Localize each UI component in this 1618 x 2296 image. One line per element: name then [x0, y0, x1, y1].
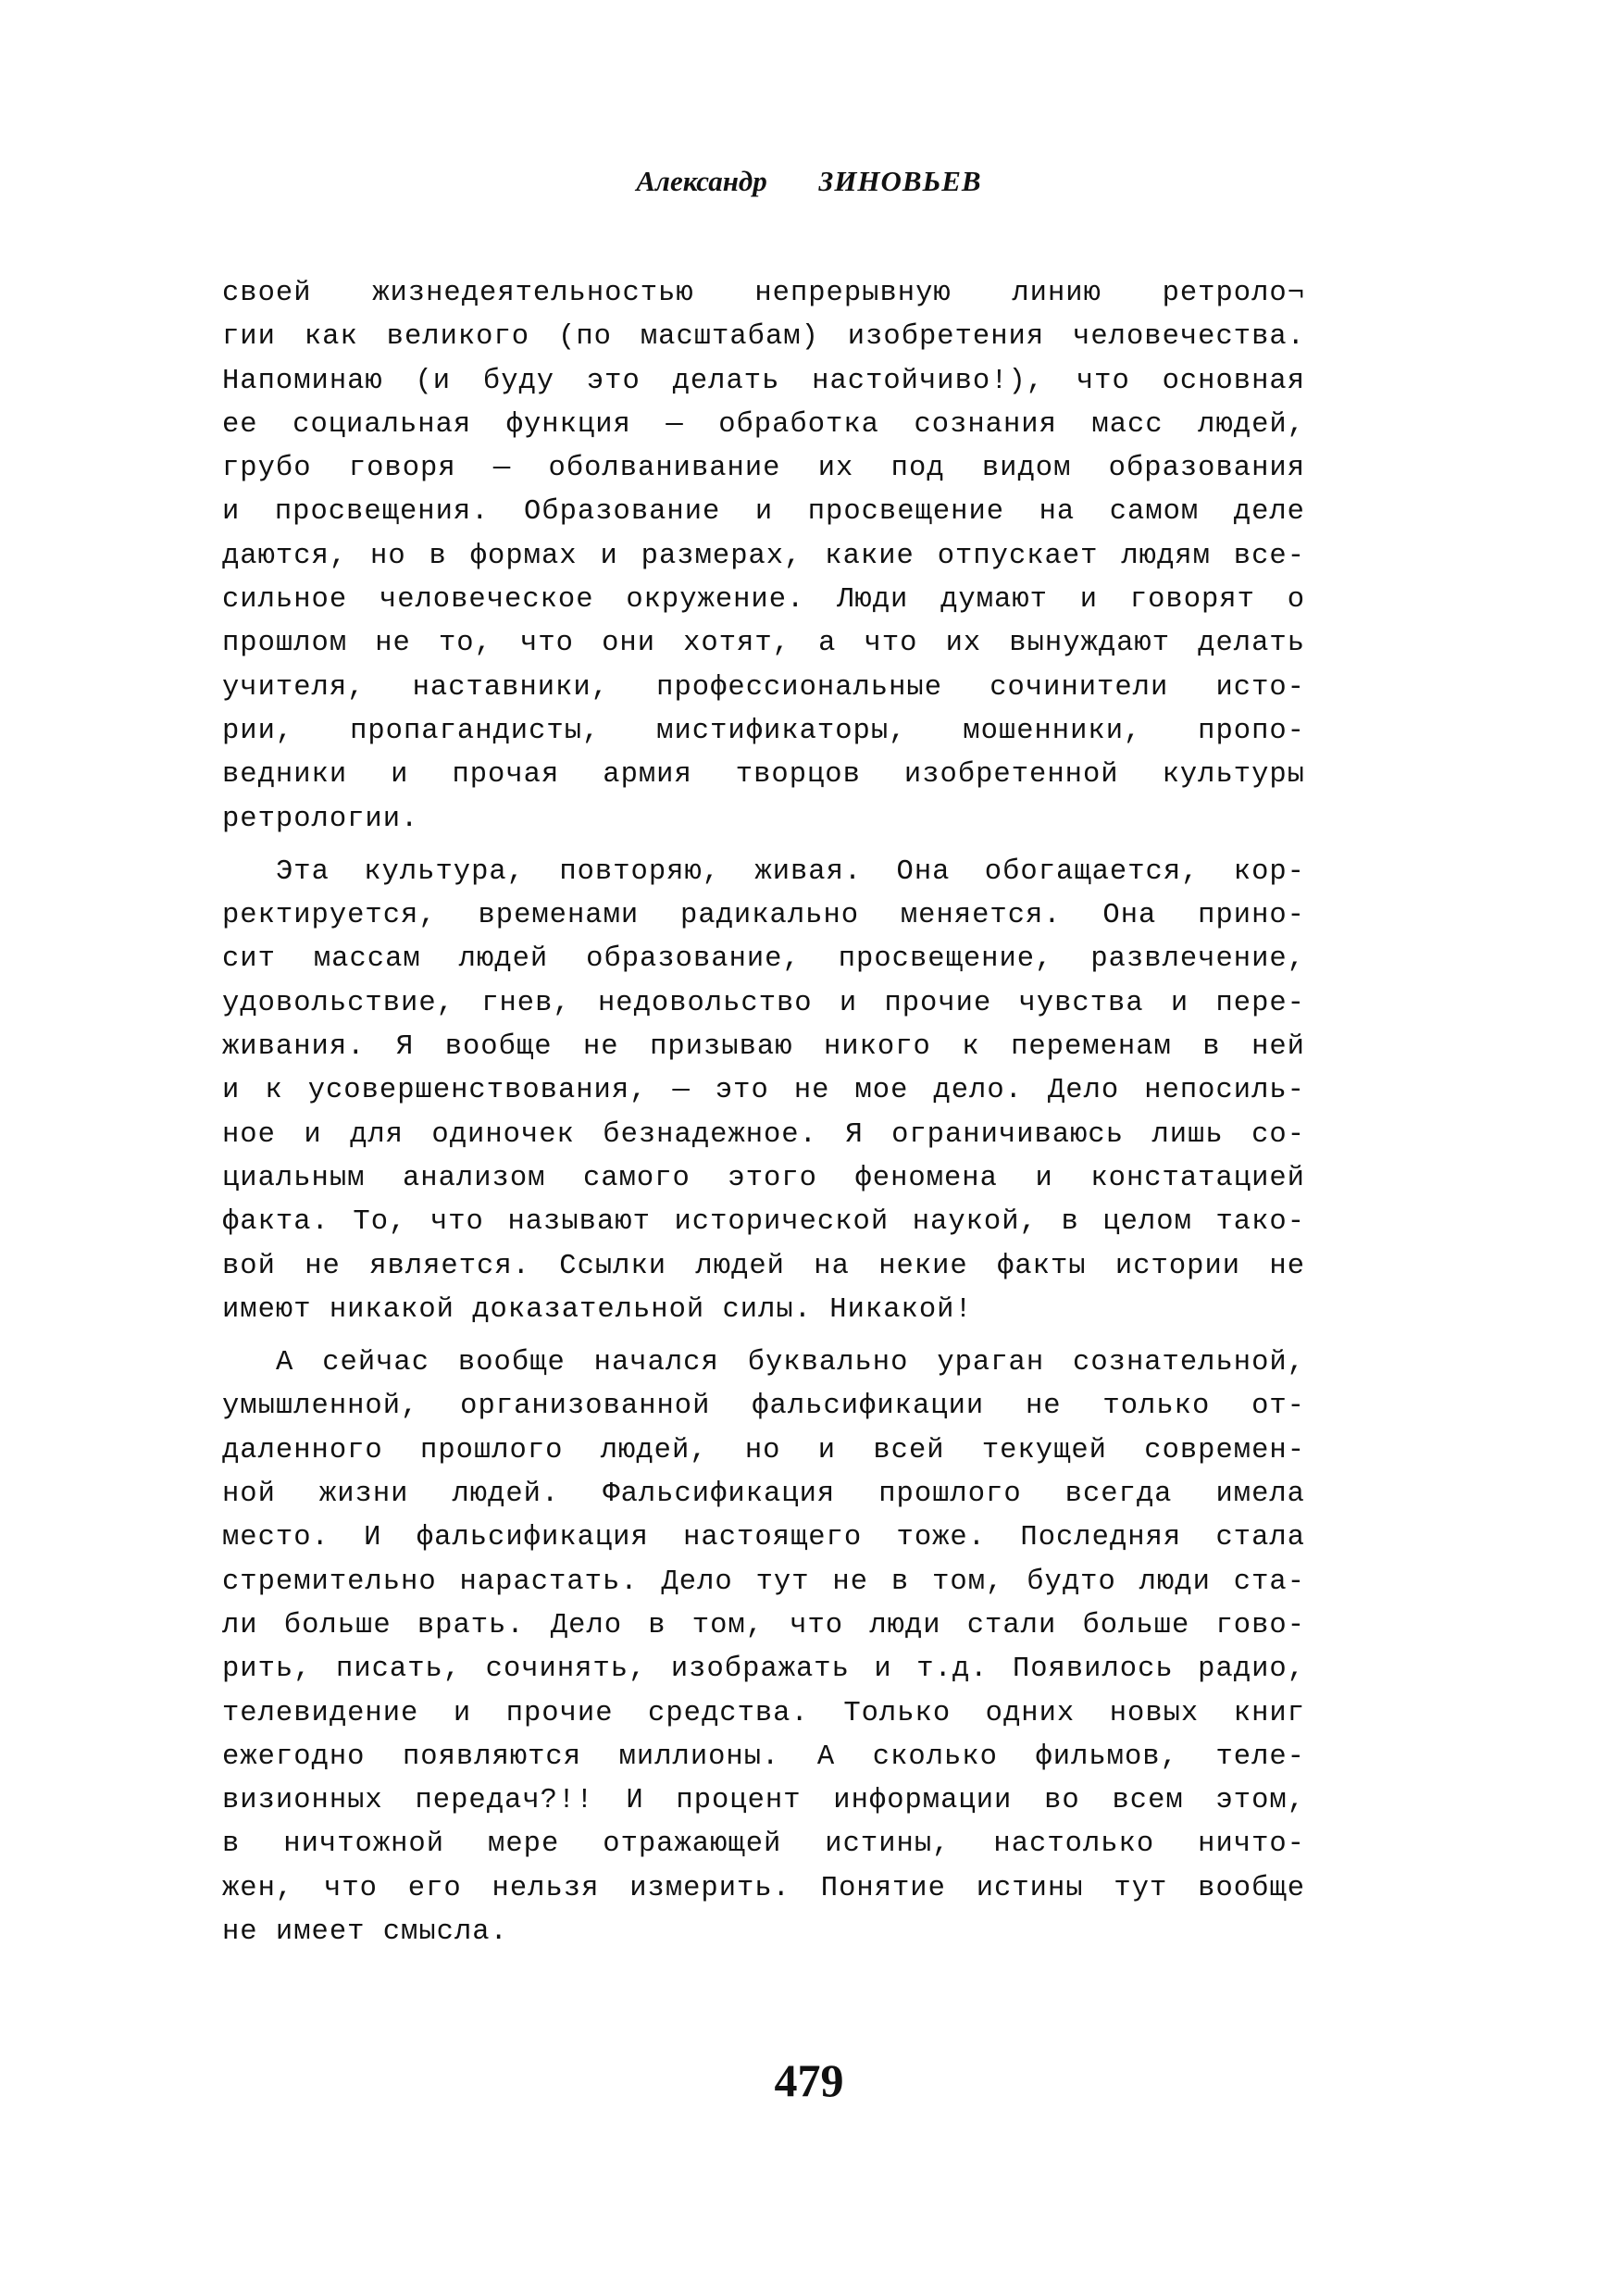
text-line: ее социальная функция — обработка сознания масс людей, [222, 408, 1305, 441]
text-line: своей жизнедеятельностью непрерывную линию ретроло¬ [222, 278, 1305, 309]
text-line: ное и для одиночек безнадежное. Я ограничиваюсь лишь со- [222, 1118, 1305, 1151]
text-line: и к усовершенствования, — это не мое дело. Дело непосиль- [222, 1075, 1305, 1107]
text-line: А сейчас вообще начался буквально ураган сознательной, [276, 1347, 1305, 1379]
text-line: сит массам людей образование, просвещение, развлечение, [222, 943, 1305, 976]
running-header [0, 165, 1618, 198]
text-line: рии, пропагандисты, мистификаторы, мошенники, пропо- [222, 715, 1305, 747]
text-line: удовольствие, гнев, недовольство и прочие чувства и пере- [222, 987, 1305, 1019]
text-line: рить, писать, сочинять, изображать и т.д. Появилось радио, [222, 1653, 1305, 1686]
paragraph [222, 1341, 1305, 1954]
text-line: прошлом не то, что они хотят, а что их вынуждают делать [222, 628, 1305, 660]
text-line: гии как великого (по масштабам) изобретения человечества. [222, 321, 1305, 354]
text-line: и просвещения. Образование и просвещение на самом деле [222, 496, 1305, 529]
page-number: 479 [774, 2054, 844, 2106]
text-line: Эта культура, повторяю, живая. Она обогащается, кор- [276, 855, 1305, 888]
text-line: умышленной, организованной фальсификации не только от- [222, 1391, 1305, 1423]
text-line: стремительно нарастать. Дело тут не в том, будто люди ста- [222, 1566, 1305, 1598]
text-line: вой не является. Ссылки людей на некие факты истории не [222, 1250, 1305, 1282]
text-line: даются, но в формах и размерах, какие отпускает людям все- [222, 540, 1305, 572]
text-line: Напоминаю (и буду это делать настойчиво!), что основная [222, 365, 1305, 397]
author-first-name: Александр [636, 165, 767, 197]
text-line: ретрологии. [222, 803, 419, 835]
text-line: факта. То, что называют исторической наукой, в целом тако- [222, 1206, 1305, 1239]
text-line: грубо говоря — оболванивание их под видом образования [222, 453, 1305, 485]
body-text [222, 272, 1305, 1954]
paragraph [222, 272, 1305, 842]
text-line: ной жизни людей. Фальсификация прошлого всегда имела [222, 1479, 1305, 1511]
text-line: место. И фальсификация настоящего тоже. Последняя стала [222, 1522, 1305, 1554]
text-line: ли больше врать. Дело в том, что люди стали больше гово- [222, 1609, 1305, 1641]
paragraph-gap [222, 1332, 1305, 1341]
text-line: ведники и прочая армия творцов изобретенной культуры [222, 759, 1305, 792]
text-line: в ничтожной мере отражающей истины, настолько ничто- [222, 1828, 1305, 1861]
paragraph-gap [222, 842, 1305, 851]
text-line: живания. Я вообще не призываю никого к переменам в ней [222, 1031, 1305, 1064]
text-line: сильное человеческое окружение. Люди думают и говорят о [222, 584, 1305, 617]
text-line: телевидение и прочие средства. Только одних новых книг [222, 1697, 1305, 1729]
text-line: циальным анализом самого этого феномена и констатацией [222, 1162, 1305, 1194]
text-line: ректируется, временами радикально меняется. Она прино- [222, 900, 1305, 932]
text-line: даленного прошлого людей, но и всей текущей современ- [222, 1434, 1305, 1466]
text-line: имеют никакой доказательной силы. Никакой! [222, 1293, 973, 1326]
paragraph [222, 851, 1305, 1332]
text-line: ежегодно появляются миллионы. А сколько фильмов, теле- [222, 1741, 1305, 1773]
text-line: не имеет смысла. [222, 1915, 508, 1948]
text-line: учителя, наставники, профессиональные сочинители исто- [222, 671, 1305, 704]
author-last-name: ЗИНОВЬЕВ [818, 165, 982, 197]
text-line: визионных передач?!! И процент информации во всем этом, [222, 1785, 1305, 1817]
text-line: жен, что его нельзя измерить. Понятие истины тут вообще [222, 1872, 1305, 1904]
